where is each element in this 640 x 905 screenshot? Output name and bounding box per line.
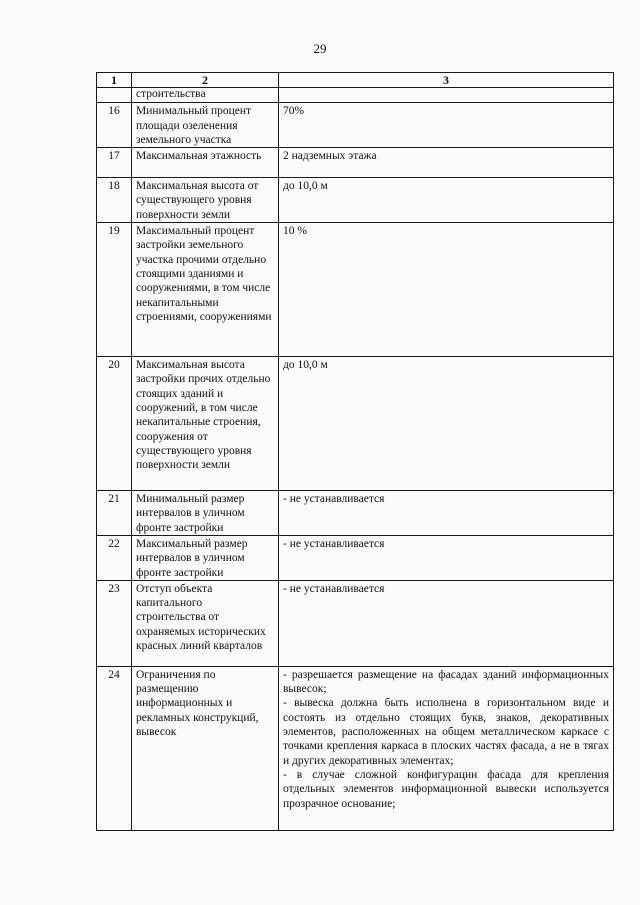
- row-number: 19: [97, 223, 132, 357]
- parameter-value: 2 надземных этажа: [279, 148, 614, 178]
- table-row: [97, 88, 614, 103]
- regulations-table: [96, 72, 614, 831]
- table-row: [97, 666, 614, 830]
- parameter-name: Максимальная высота от существующего уровня поверхности земли: [132, 178, 279, 223]
- row-number: [97, 88, 132, 103]
- table-row: [97, 357, 614, 491]
- row-number: 22: [97, 535, 132, 580]
- parameter-name: Минимальный размер интервалов в уличном фронте застройки: [132, 491, 279, 536]
- row-number: 17: [97, 148, 132, 178]
- parameter-value: [279, 88, 614, 103]
- parameter-value: до 10,0 м: [279, 178, 614, 223]
- parameter-name: строительства: [132, 88, 279, 103]
- parameter-value: до 10,0 м: [279, 357, 614, 491]
- table-row: [97, 580, 614, 666]
- column-header-2: 2: [132, 73, 279, 88]
- parameter-value: - не устанавливается: [279, 580, 614, 666]
- parameter-name: Отступ объекта капитального строительства от охраняемых исторических красных линий кварталов: [132, 580, 279, 666]
- row-number: 20: [97, 357, 132, 491]
- row-number: 16: [97, 103, 132, 148]
- parameter-value: [279, 666, 614, 830]
- restriction-paragraph: - разрешается размещение на фасадах зданий информационных вывесок;: [283, 668, 609, 696]
- page-number: 29: [313, 41, 327, 56]
- row-number: 21: [97, 491, 132, 536]
- table-row: [97, 223, 614, 357]
- column-header-3: 3: [279, 73, 614, 88]
- column-header-1: 1: [97, 73, 132, 88]
- table-header-row: [97, 73, 614, 88]
- parameter-value: 70%: [279, 103, 614, 148]
- restriction-paragraph: - вывеска должна быть исполнена в горизонтальном виде и состоять из отдельно стоящих букв, знаков, декоративных элементов, расположенных на общем металлическом каркасе с точками крепления каркаса в плоских частях фасада, а не в тягах и других декоративных элементах;: [283, 697, 609, 767]
- parameter-name: Максимальный процент застройки земельного участка прочими отдельно стоящими зданиями и сооружениями, в том числе некапитальными строениями, сооружениями: [132, 223, 279, 357]
- row-number: 23: [97, 580, 132, 666]
- parameter-value: - не устанавливается: [279, 535, 614, 580]
- parameter-name: Максимальная высота застройки прочих отдельно стоящих зданий и сооружений, в том числе некапитальные строения, сооружения от существующего уровня поверхности земли: [132, 357, 279, 491]
- parameter-name: Максимальная этажность: [132, 148, 279, 178]
- table-row: [97, 103, 614, 148]
- table-row: [97, 491, 614, 536]
- row-number: 24: [97, 666, 132, 830]
- parameter-value: - не устанавливается: [279, 491, 614, 536]
- parameter-name: Ограничения по размещению информационных и рекламных конструкций, вывесок: [132, 666, 279, 830]
- restriction-paragraph: - в случае сложной конфигурации фасада для крепления отдельных элементов информационной вывески используется прозрачное основание;: [283, 768, 609, 810]
- parameter-name: Минимальный процент площади озеленения земельного участка: [132, 103, 279, 148]
- table-row: [97, 535, 614, 580]
- parameter-name: Максимальный размер интервалов в уличном фронте застройки: [132, 535, 279, 580]
- parameter-value: 10 %: [279, 223, 614, 357]
- table-row: [97, 178, 614, 223]
- row-number: 18: [97, 178, 132, 223]
- table-row: [97, 148, 614, 178]
